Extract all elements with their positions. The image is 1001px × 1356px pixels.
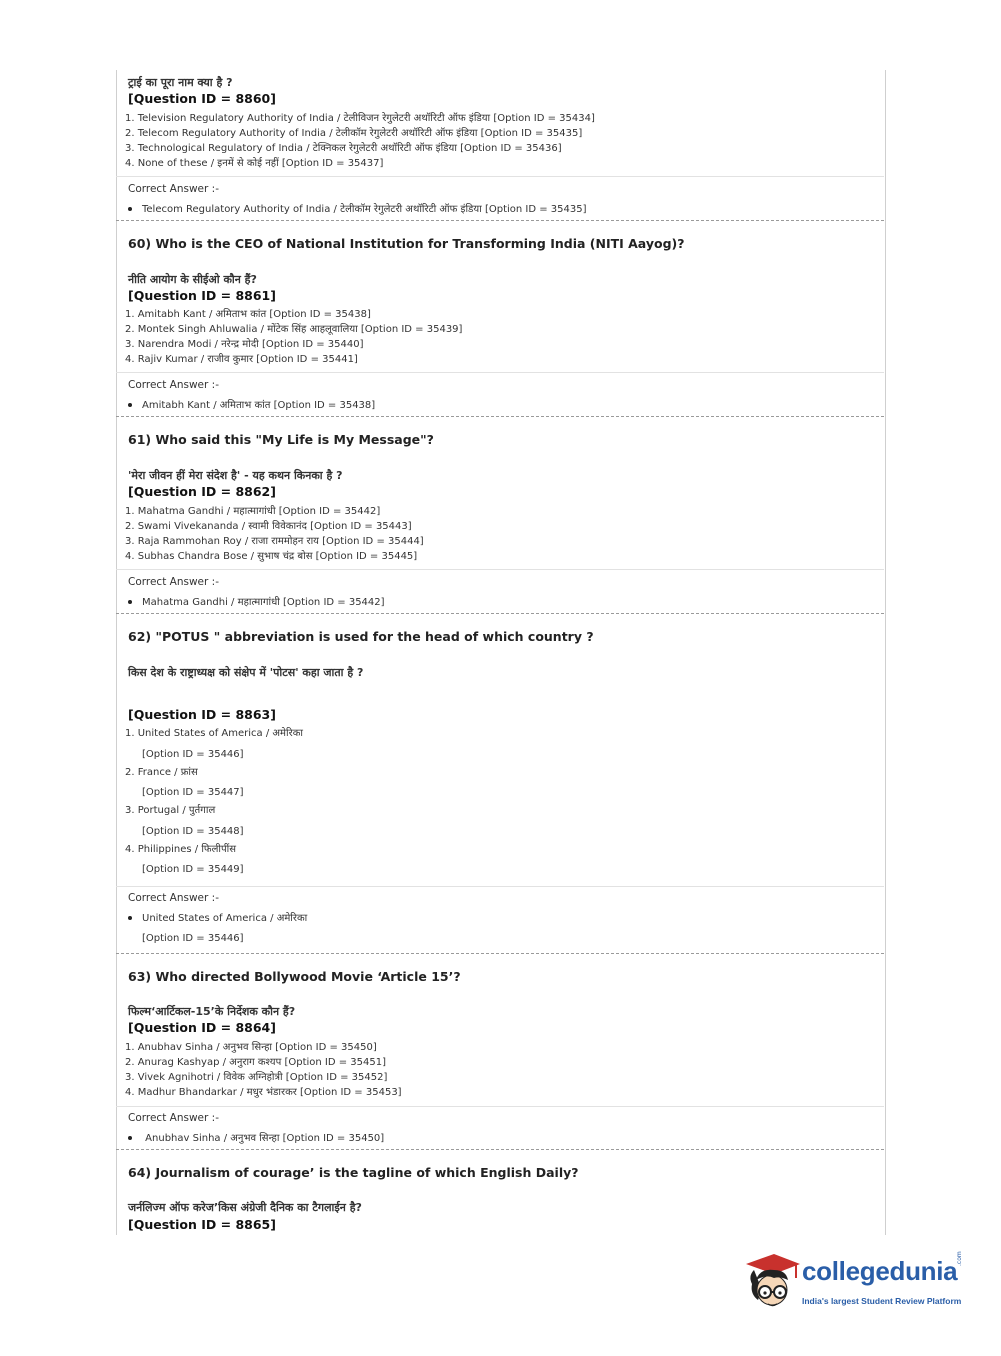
option-item: 4. Rajiv Kumar / राजीव कुमार [Option ID = 35441]: [125, 354, 358, 365]
option-id: [Option ID = 35448]: [142, 826, 244, 837]
option-item: 2. Anurag Kashyap / अनुराग कश्यप [Option ID = 35451]: [125, 1057, 386, 1068]
option-item: 1. United States of America / अमेरिका: [125, 728, 303, 739]
bullet-icon: [128, 204, 142, 215]
correct-answer-label: Correct Answer :-: [128, 892, 219, 904]
option-item: 2. France / फ्रांस: [125, 767, 198, 778]
question-id: [Question ID = 8863]: [128, 707, 276, 722]
section-divider: [116, 372, 884, 373]
section-divider: [116, 886, 884, 887]
brand-tagline: India's largest Student Review Platform: [802, 1296, 962, 1306]
correct-answer-label: Correct Answer :-: [128, 379, 219, 391]
question-hindi-text: किस देश के राष्ट्राध्यक्ष को संक्षेप में 'पोटस' कहा जाता है ?: [128, 666, 364, 679]
option-item: 3. Vivek Agnihotri / विवेक अग्निहोत्री [Option ID = 35452]: [125, 1072, 388, 1083]
question-id: [Question ID = 8860]: [128, 91, 276, 106]
option-item: 3. Raja Rammohan Roy / राजा राममोहन राय [Option ID = 35444]: [125, 536, 424, 547]
correct-answer: Telecom Regulatory Authority of India / टेलीकॉम रेगुलेटरी अथॉरिटी ऑफ इंडिया [Option ID = 35435]: [128, 201, 587, 215]
option-item: 1. Amitabh Kant / अमिताभ कांत [Option ID = 35438]: [125, 309, 371, 320]
question-title: 60) Who is the CEO of National Institution for Transforming India (NITI Aayog)?: [128, 236, 685, 251]
question-divider: [116, 416, 884, 417]
correct-answer-id: [Option ID = 35446]: [142, 933, 244, 944]
question-divider: [116, 613, 884, 614]
option-item: 4. Madhur Bhandarkar / मधुर भंडारकर [Option ID = 35453]: [125, 1087, 402, 1098]
correct-answer-label: Correct Answer :-: [128, 183, 219, 195]
option-item: 3. Portugal / पुर्तगाल: [125, 805, 216, 816]
correct-answer-label: Correct Answer :-: [128, 576, 219, 588]
correct-answer: Amitabh Kant / अमिताभ कांत [Option ID = 35438]: [128, 397, 375, 411]
question-title: 64) Journalism of courage’ is the tagline of which English Daily?: [128, 1165, 579, 1180]
graduate-mascot-icon: [744, 1250, 802, 1316]
option-item: 1. Anubhav Sinha / अनुभव सिन्हा [Option ID = 35450]: [125, 1042, 377, 1053]
correct-answer: Mahatma Gandhi / महात्मागांधी [Option ID = 35442]: [128, 594, 385, 608]
question-title: 61) Who said this "My Life is My Message"?: [128, 432, 434, 447]
brand-name: collegedunia: [802, 1256, 958, 1286]
correct-answer: Anubhav Sinha / अनुभव सिन्हा [Option ID = 35450]: [128, 1130, 384, 1144]
bullet-icon: [128, 597, 142, 608]
question-title: 62) "POTUS " abbreviation is used for the head of which country ?: [128, 629, 594, 644]
question-hindi-text: नीति आयोग के सीईओ कौन हैं?: [128, 273, 257, 286]
option-item: 4. Philippines / फिलीपींस: [125, 844, 237, 855]
question-divider: [116, 1149, 884, 1150]
section-divider: [116, 176, 884, 177]
option-item: 3. Narendra Modi / नरेन्द्र मोदी [Option ID = 35440]: [125, 339, 364, 350]
question-hindi-text: ट्राई का पूरा नाम क्या है ?: [128, 76, 233, 89]
bullet-icon: [128, 400, 142, 411]
question-title: 63) Who directed Bollywood Movie ‘Article 15’?: [128, 969, 461, 984]
section-divider: [116, 569, 884, 570]
question-hindi-text: जर्नलिज्म ऑफ करेज’किस अंग्रेजी दैनिक का टैगलाईन है?: [128, 1201, 362, 1214]
option-item: 4. Subhas Chandra Bose / सुभाष चंद्र बोस [Option ID = 35445]: [125, 551, 418, 562]
option-id: [Option ID = 35446]: [142, 749, 244, 760]
bullet-icon: [128, 1133, 142, 1144]
option-id: [Option ID = 35447]: [142, 787, 244, 798]
question-id: [Question ID = 8865]: [128, 1217, 276, 1232]
section-divider: [116, 1106, 884, 1107]
bullet-icon: [128, 913, 142, 924]
option-item: 1. Mahatma Gandhi / महात्मागांधी [Option ID = 35442]: [125, 506, 381, 517]
option-item: 2. Montek Singh Ahluwalia / मोंटेक सिंह आहलूवालिया [Option ID = 35439]: [125, 324, 463, 335]
option-item: 4. None of these / इनमें से कोई नहीं [Option ID = 35437]: [125, 158, 384, 169]
brand-domain: .com: [956, 1251, 963, 1266]
question-hindi-text: 'मेरा जीवन हीं मेरा संदेश है' - यह कथन किनका है ?: [128, 469, 343, 482]
question-id: [Question ID = 8862]: [128, 484, 276, 499]
option-item: 2. Swami Vivekananda / स्वामी विवेकानंद [Option ID = 35443]: [125, 521, 412, 532]
question-divider: [116, 220, 884, 221]
correct-answer-label: Correct Answer :-: [128, 1112, 219, 1124]
option-id: [Option ID = 35449]: [142, 864, 244, 875]
correct-answer: United States of America / अमेरिका: [128, 910, 307, 924]
option-item: 3. Technological Regulatory of India / टेक्निकल रेगुलेटरी अथॉरिटी ऑफ इंडिया [Option ID = 35436]: [125, 143, 562, 154]
question-id: [Question ID = 8861]: [128, 288, 276, 303]
option-item: 2. Telecom Regulatory Authority of India / टेलीकॉम रेगुलेटरी अथॉरिटी ऑफ इंडिया [Option ID = 35435]: [125, 128, 583, 139]
question-hindi-text: फिल्म‘आर्टिकल-15’के निर्देशक कौन हैं?: [128, 1005, 296, 1018]
collegedunia-logo: [744, 1250, 969, 1320]
question-divider: [116, 953, 884, 954]
question-id: [Question ID = 8864]: [128, 1020, 276, 1035]
option-item: 1. Television Regulatory Authority of India / टेलीविजन रेगुलेटरी अथॉरिटी ऑफ इंडिया [Option ID = 35434]: [125, 113, 595, 124]
